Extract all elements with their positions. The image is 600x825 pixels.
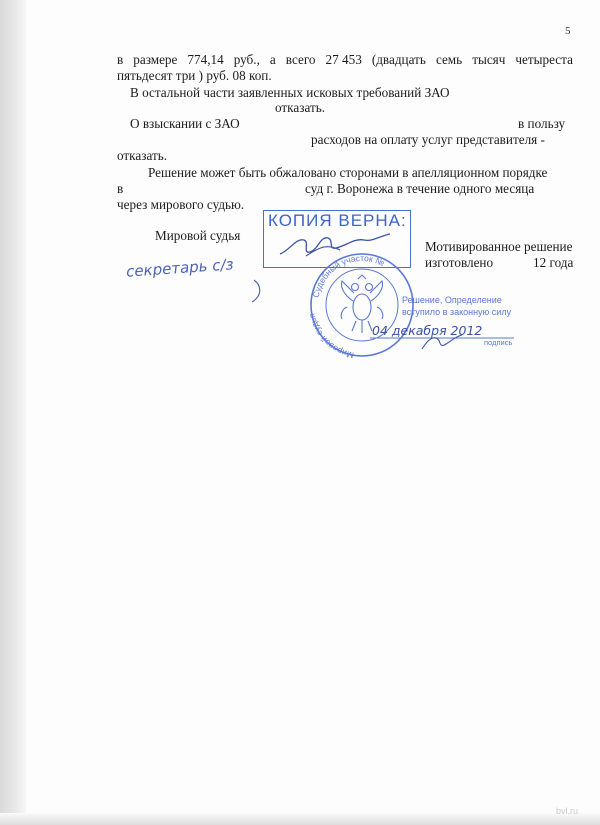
text-line-5a: О взыскании с ЗАО	[130, 116, 240, 131]
scan-shadow-left	[0, 0, 26, 825]
page-number: 5	[565, 25, 571, 37]
text-line-3: В остальной части заявленных исковых требований ЗАО	[130, 85, 450, 100]
judge-label: Мировой судья	[155, 228, 241, 243]
legal-force-notice-1: Решение, Определение	[402, 295, 502, 305]
seal-left-text: Мировой судья	[306, 312, 355, 360]
text-line-6: расходов на оплату услуг представителя -	[311, 132, 545, 147]
text-line-2: пятьдесят три ) руб. 08 коп.	[117, 68, 272, 83]
legal-force-notice-2: вступило в законную силу	[402, 307, 512, 317]
official-round-seal	[302, 245, 542, 360]
seal-top-text: Судебный участок №	[310, 252, 387, 299]
text-line-1: в размере 774,14 руб., а всего 27 453 (двадцать семь тысяч четыреста	[117, 52, 573, 67]
text-line-7: отказать.	[117, 148, 168, 163]
stamp-title: КОПИЯ ВЕРНА:	[268, 211, 407, 230]
made-on-label: изготовлено	[425, 255, 494, 270]
text-line-8: Решение может быть обжаловано сторонами в апелляционном порядке	[148, 165, 548, 180]
signature-caption: подпись	[484, 338, 513, 347]
text-line-9a: в	[117, 181, 124, 196]
text-line-4: отказать.	[275, 100, 326, 115]
made-year-label: 12 года	[533, 255, 574, 270]
secretary-handwriting: секретарь с/з	[125, 255, 235, 281]
scan-shadow-bottom	[0, 813, 600, 825]
text-line-9b: суд г. Воронежа в течение одного месяца	[305, 181, 535, 196]
text-line-5b: в пользу	[518, 116, 566, 131]
site-watermark: bvl.ru	[556, 806, 579, 816]
handwritten-bracket	[250, 278, 270, 304]
stamp-date: 04 декабря 2012	[372, 323, 483, 338]
motivated-decision-label: Мотивированное решение	[425, 239, 573, 254]
text-line-10: через мирового судью.	[117, 197, 245, 212]
